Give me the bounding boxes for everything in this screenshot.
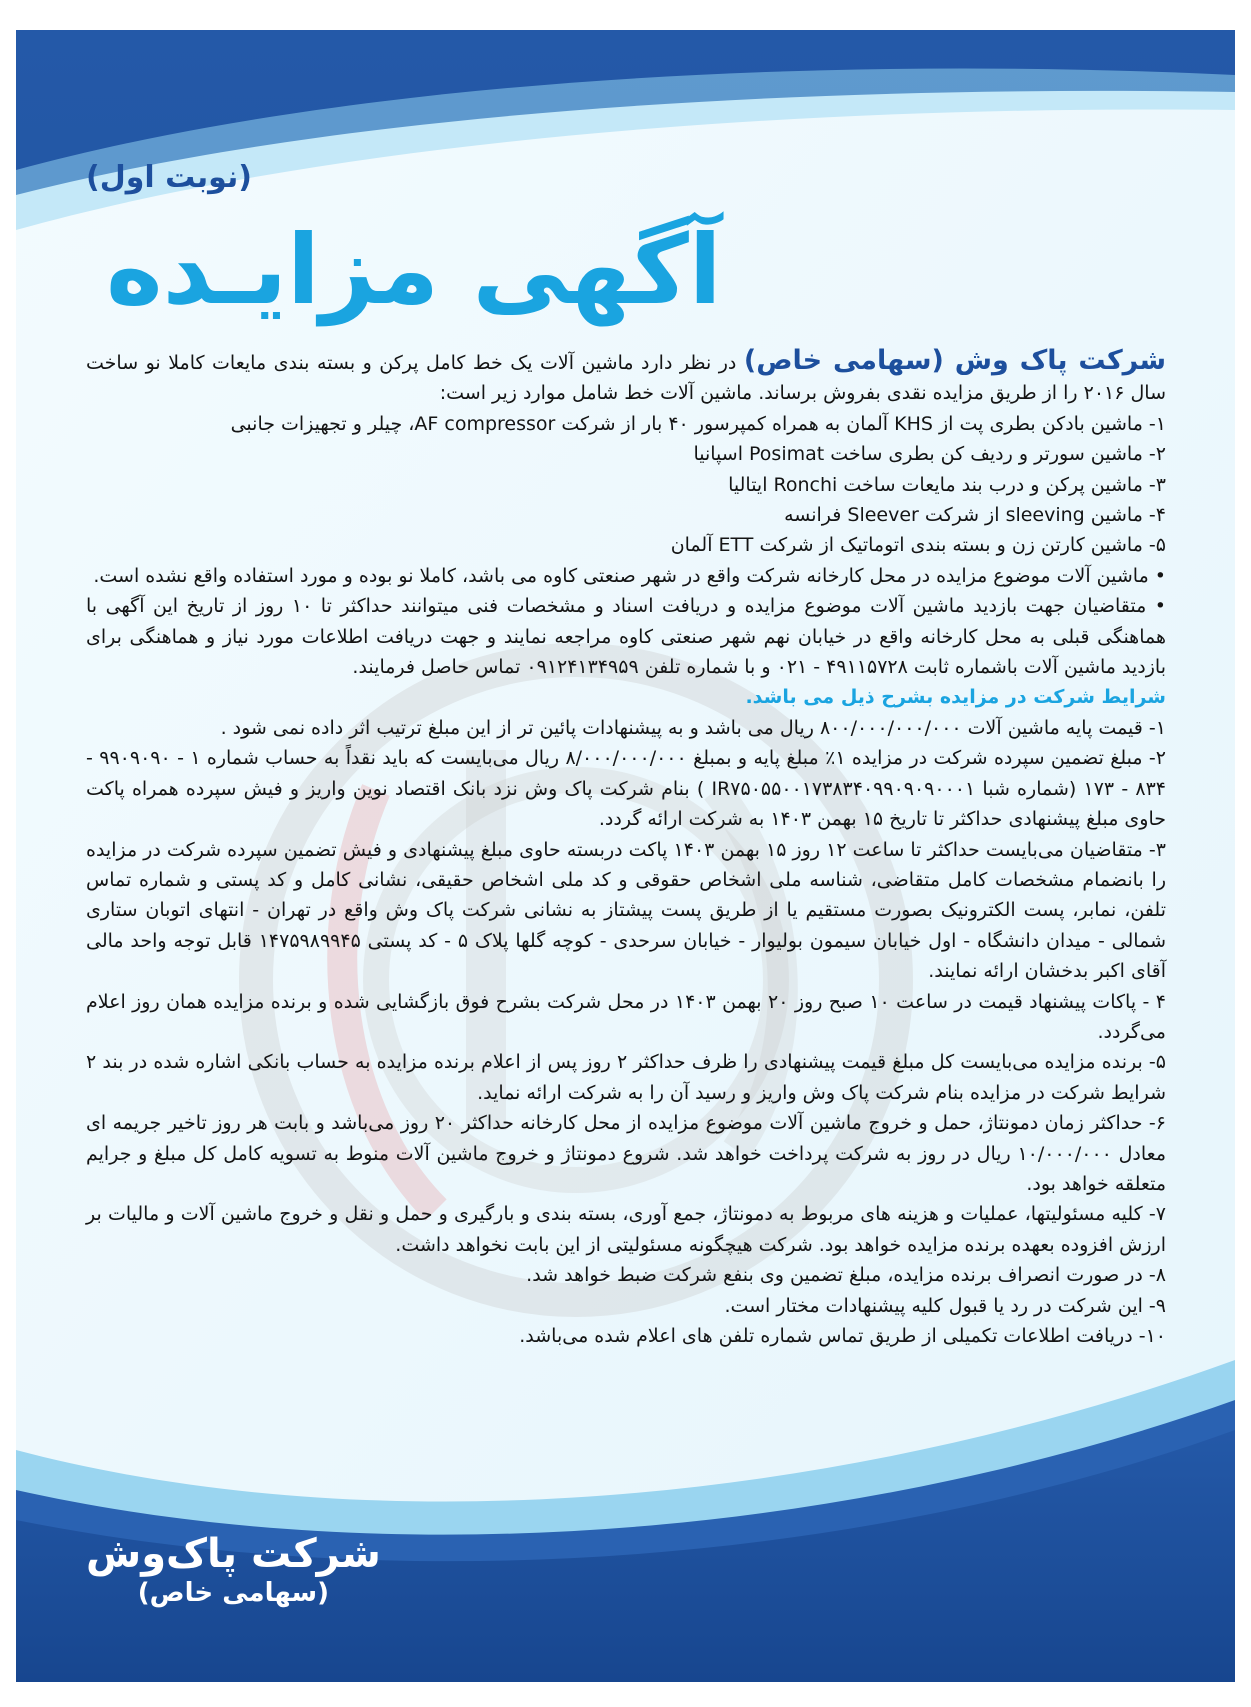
condition-item: ۴ - پاکات پیشنهاد قیمت در ساعت ۱۰ صبح روز ۲۰ بهمن ۱۴۰۳ در محل شرکت بشرح فوق بازگشایی شده و برنده مزایده همان روز اعلام می‌گردد. [86,990,1167,1043]
condition-item: ۱۰- دریافت اطلاعات تکمیلی از طریق تماس شماره تلفن های اعلام شده می‌باشد. [519,1325,1166,1347]
condition-item: ۳- متقاضیان می‌بایست حداکثر تا ساعت ۱۲ روز ۱۵ بهمن ۱۴۰۳ پاکت دربسته حاوی مبلغ پیشنهادی و فیش تضمین سپرده شرکت در مزایده را بانضمام مشخصات کامل متقاضی، شناسه ملی اشخاص حقوقی و کد ملی اشخاص حقیقی، نشانی کامل و کد پستی و شماره تماس تلفن، نمابر، پست الکترونیک بصورت مستقیم یا از طریق پست پیشتاز به نشانی شرکت پاک وش واقع در تهران - انتهای اتوبان ستاری شمالی - میدان دانشگاه - اول خیابان سیمون بولیوار - خیابان سرحدی - کوچه گلها پلاک ۵ - کد پستی ۱۴۷۵۹۸۹۹۴۵ قابل توجه واحد مالی آقای اکبر بدخشان ارائه نمایند. [86,838,1166,983]
note-visit: • متقاضیان جهت بازدید ماشین آلات موضوع مزایده و دریافت اسناد و مشخصات فنی میتوانند حداکثر تا ۱۰ روز از تاریخ این آگهی با هماهنگی قبلی به محل کارخانه واقع در خیابان نهم شهر صنعتی کاوه مراجعه نمایند و جهت دریافت اطلاعات مورد نیاز و هماهنگی برای بازدید ماشین آلات باشماره ثابت ۴۹۱۱۵۷۲۸ - ۰۲۱ و با شماره تلفن ۰۹۱۲۴۱۳۴۹۵۹ تماس حاصل فرمایند. [86,595,1166,679]
intro-paragraph [86,346,1166,409]
machine-item: ۲- ماشین سورتر و ردیف کن بطری ساخت Posimat اسپانیا [693,443,1166,466]
announcement-body [86,346,1166,1351]
auction-round: (نوبت اول) [86,160,252,195]
advertisement-page [16,30,1235,1682]
signature [86,1530,381,1609]
conditions-heading: شرایط شرکت در مزایده بشرح ذیل می باشد. [745,686,1166,709]
machine-item: ۱- ماشین بادکن بطری پت از KHS آلمان به همراه کمپرسور ۴۰ بار از شرکت AF compressor، چیلر و تجهیزات جانبی [230,412,1166,435]
machine-item: ۴- ماشین sleeving از شرکت Sleever فرانسه [784,504,1166,527]
condition-item: ۹- این شرکت در رد یا قبول کلیه پیشنهادات مختار است. [724,1294,1166,1317]
condition-item: ۲- مبلغ تضمین سپرده شرکت در مزایده ۱٪ مبلغ پایه و بمبلغ ۸/۰۰۰/۰۰۰/۰۰۰ ریال می‌بایست که باید نقداً به حساب شماره ۱ - ۹۹۰۹۰۹۰ - ۸۳۴ - ۱۷۳ (شماره شبا IR۷۵۰۵۵۰۰۱۷۳۸۳۴۰۹۹۰۹۰۹۰۰۰۱ ) بنام شرکت پاک وش نزد بانک اقتصاد نوین واریز و فیش سپرده همراه پاکت حاوی مبلغ پیشنهادی حداکثر تا تاریخ ۱۵ بهمن ۱۴۰۳ به شرکت ارائه گردد. [86,747,1167,831]
condition-item: ۶- حداکثر زمان دمونتاژ، حمل و خروج ماشین آلات موضوع مزایده از محل کارخانه حداکثر ۲۰ روز می‌باشد و بابت هر روز تاخیر جریمه ای معادل ۱۰/۰۰۰/۰۰۰ ریال در روز به شرکت پرداخت خواهد شد. شروع دمونتاژ و خروج ماشین آلات منوط به تسویه کامل کل مبلغ و جرایم متعلقه خواهد بود. [86,1112,1167,1195]
machine-item: ۳- ماشین پرکن و درب بند مایعات ساخت Ronchi ایتالیا [728,473,1166,496]
machine-item: ۵- ماشین کارتن زن و بسته بندی اتوماتیک از شرکت ETT آلمان [670,534,1166,557]
condition-item: ۸- در صورت انصراف برنده مزایده، مبلغ تضمین وی بنفع شرکت ضبط خواهد شد. [526,1264,1166,1287]
intro-text: در نظر دارد ماشین آلات یک خط کامل پرکن و بسته بندی مایعات کاملا نو ساخت سال ۲۰۱۶ را از طریق مزایده نقدی بفروش برساند. ماشین آلات خط شامل موارد زیر است: [86,352,1166,405]
page-title: آگهی مزایـده [106,214,722,326]
note-location: • ماشین آلات موضوع مزایده در محل کارخانه شرکت واقع در شهر صنعتی کاوه می باشد، کاملا نو بوده و مورد استفاده واقع نشده است. [93,564,1166,587]
signature-company-type: (سهامی خاص) [137,1578,329,1608]
signature-company: شرکت پاک‌وش [86,1531,381,1577]
company-name: شرکت پاک وش (سهامی خاص) [743,345,1167,376]
condition-item: ۱- قیمت پایه ماشین آلات ۸۰۰/۰۰۰/۰۰۰/۰۰۰ ریال می باشد و به پیشنهادات پائین تر از این مبلغ ترتیب اثر داده نمی شود . [220,716,1166,739]
condition-item: ۷- کلیه مسئولیتها، عملیات و هزینه های مربوط به دمونتاژ، جمع آوری، بسته بندی و بارگیری و حمل و نقل و خروج ماشین آلات و مالیات بر ارزش افزوده بعهده برنده مزایده خواهد بود. شرکت هیچگونه مسئولیتی از این بابت نخواهد داشت. [86,1203,1166,1256]
condition-item: ۵- برنده مزایده می‌بایست کل مبلغ قیمت پیشنهادی را ظرف حداکثر ۲ روز پس از اعلام برنده مزایده به حساب بانکی اشاره شده در بند ۲ شرایط شرکت در مزایده بنام شرکت پاک وش واریز و رسید آن را به شرکت ارائه نماید. [86,1051,1166,1104]
